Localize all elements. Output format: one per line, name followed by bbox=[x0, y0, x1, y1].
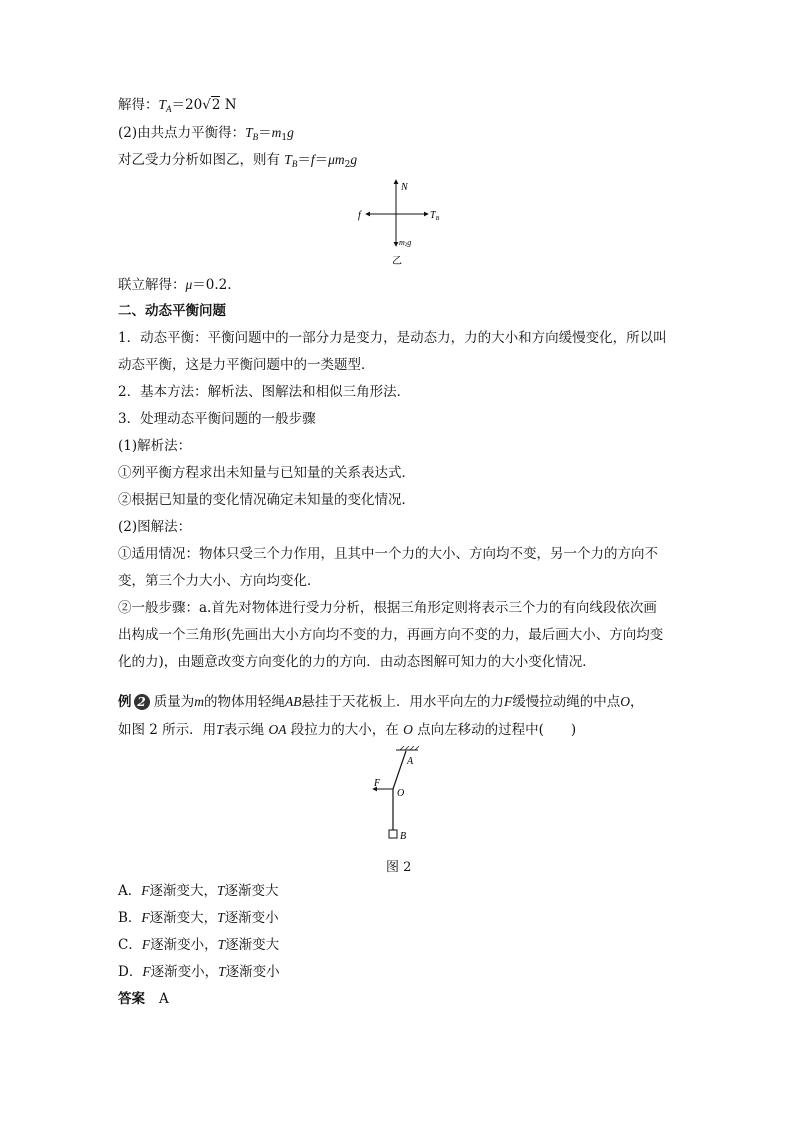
option-A bbox=[118, 882, 279, 900]
var-T: T bbox=[216, 722, 224, 737]
paragraph-8a: ①适用情况：物体只受三个力作用，且其中一个力的大小、方向均不变，另一个力的方向不 bbox=[118, 546, 658, 562]
paragraph-8b: 变，第三个力大小、方向均变化． bbox=[118, 573, 321, 589]
paragraph-5: ①列平衡方程求出未知量与已知量的关系表达式． bbox=[118, 465, 415, 481]
text: 逐渐变小， bbox=[150, 937, 218, 953]
var-O: O bbox=[620, 694, 631, 709]
var-F: F bbox=[142, 964, 151, 979]
var-O: O bbox=[403, 722, 413, 737]
var-F: F bbox=[504, 694, 513, 709]
answer-label: 答案 bbox=[118, 991, 145, 1007]
text: 联立解得： bbox=[118, 277, 186, 293]
label-mg-sub: 2 bbox=[404, 243, 408, 248]
section-heading: 二、动态平衡问题 bbox=[118, 303, 226, 319]
option-D bbox=[118, 963, 280, 981]
paragraph-4: (1)解析法： bbox=[118, 438, 192, 454]
option-C bbox=[118, 936, 279, 954]
paragraph-1a: 1．动态平衡：平衡问题中的一部分力是变力，是动态力，力的大小和方向缓慢变化，所以叫 bbox=[118, 330, 667, 346]
text: 逐渐变小， bbox=[150, 964, 219, 980]
answer-value: A bbox=[159, 991, 169, 1007]
text: 点向左移动的过程中( ) bbox=[412, 722, 577, 738]
text: ＝ bbox=[297, 152, 311, 168]
ceiling-hatch bbox=[410, 746, 414, 750]
var-f: f bbox=[310, 152, 315, 167]
var-T: T bbox=[217, 937, 226, 952]
label-TB bbox=[430, 210, 440, 222]
label-TB-sub: B bbox=[435, 216, 440, 222]
answer-line bbox=[118, 990, 169, 1008]
text: 质量为 bbox=[149, 694, 195, 710]
var-OA: OA bbox=[268, 722, 287, 737]
option-letter: A． bbox=[118, 883, 142, 899]
paragraph-3: 3．处理动态平衡问题的一般步骤 bbox=[118, 411, 316, 427]
label-TB-main: T bbox=[430, 210, 436, 221]
label-O: O bbox=[397, 788, 405, 799]
label-F: F bbox=[374, 778, 381, 789]
example-line-2 bbox=[118, 721, 576, 739]
solution-line-1 bbox=[118, 96, 237, 118]
label-mg bbox=[399, 238, 411, 248]
figure-caption-yi: 乙 bbox=[392, 256, 402, 267]
paragraph-6: ②根据已知量的变化情况确定未知量的变化情况． bbox=[118, 492, 415, 508]
var-T: T bbox=[218, 964, 226, 979]
example-number-badge: 2 bbox=[134, 694, 150, 710]
figure-2-diagram bbox=[360, 746, 430, 846]
sqrt-sign: √ bbox=[202, 97, 211, 113]
text: 的物体用轻绳 bbox=[204, 694, 286, 710]
text: ， bbox=[630, 694, 644, 710]
text: 表示绳 bbox=[223, 722, 269, 738]
paragraph-1b: 动态平衡，这是力平衡问题中的一类题型． bbox=[118, 357, 375, 373]
example-label: 例 bbox=[118, 694, 132, 710]
var-T: T bbox=[245, 125, 253, 140]
var-T: T bbox=[217, 910, 225, 925]
ceiling-hatch bbox=[415, 746, 419, 750]
solution-line-2 bbox=[118, 124, 294, 147]
paragraph-9c: 化的力)，由题意改变方向变化的力的方向．由动态图解可知力的大小变化情况． bbox=[118, 654, 596, 670]
example-line-1 bbox=[118, 693, 644, 711]
text: ＝ bbox=[258, 125, 272, 141]
var-mu: μ bbox=[185, 277, 193, 292]
var-T: T bbox=[158, 97, 167, 112]
figure-2-caption: 图 2 bbox=[386, 860, 412, 875]
text: 缓慢拉动绳的中点 bbox=[512, 694, 621, 710]
label-mg-g: g bbox=[407, 238, 412, 247]
var-AB: AB bbox=[285, 694, 302, 709]
option-letter: C． bbox=[118, 937, 142, 953]
paragraph-9b: 出构成一个三角形(先画出大小方向均不变的力，再画方向不变的力，最后画大小、方向均变 bbox=[118, 627, 664, 643]
paragraph-9a: ②一般步骤：a.首先对物体进行受力分析，根据三角形定则将表示三个力的有向线段依次画 bbox=[118, 600, 657, 616]
subscript: A bbox=[166, 104, 172, 114]
var-T: T bbox=[217, 883, 225, 898]
unit: N bbox=[220, 97, 237, 113]
var-F: F bbox=[141, 883, 150, 898]
block-B bbox=[389, 830, 397, 838]
subscript: 2 bbox=[344, 160, 351, 170]
option-letter: D． bbox=[118, 964, 143, 980]
var-T: T bbox=[284, 152, 292, 167]
solution-line-4 bbox=[118, 276, 232, 294]
text: 逐渐变大 bbox=[224, 883, 279, 899]
subscript: B bbox=[252, 132, 259, 142]
label-B: B bbox=[400, 831, 407, 842]
text: ＝0.2. bbox=[192, 277, 232, 293]
option-B bbox=[118, 909, 279, 927]
text: 逐渐变小 bbox=[225, 964, 280, 980]
text: 逐渐变大 bbox=[225, 937, 280, 953]
text: 逐渐变大， bbox=[149, 910, 218, 926]
text: 对乙受力分析如图乙，则有 bbox=[118, 152, 285, 168]
var-m: m bbox=[271, 125, 282, 140]
label-mg-m: m bbox=[399, 238, 405, 247]
text: 逐渐变小 bbox=[224, 910, 279, 926]
text: 段拉力的大小，在 bbox=[286, 722, 404, 738]
label-f: f bbox=[358, 210, 361, 221]
var-g: g bbox=[287, 125, 294, 140]
rope-OA bbox=[393, 751, 406, 789]
radicand: 2 bbox=[211, 97, 221, 113]
text: ＝20 bbox=[171, 97, 203, 113]
text: 逐渐变大， bbox=[149, 883, 217, 899]
text: ＝ bbox=[314, 152, 329, 168]
solution-line-3 bbox=[118, 151, 357, 174]
label-A: A bbox=[407, 756, 414, 767]
paragraph-7: (2)图解法： bbox=[118, 519, 192, 535]
label-N: N bbox=[401, 182, 408, 193]
ceiling-hatch bbox=[405, 746, 409, 750]
subscript: 1 bbox=[281, 133, 288, 143]
var-mu-m: μm bbox=[328, 152, 345, 167]
text: 悬挂于天花板上．用水平向左的力 bbox=[301, 694, 505, 710]
text: 解得： bbox=[118, 97, 159, 113]
var-g: g bbox=[350, 152, 358, 167]
var-F: F bbox=[141, 937, 151, 952]
subscript: B bbox=[291, 159, 298, 169]
var-m: m bbox=[194, 694, 205, 709]
paragraph-2: 2．基本方法：解析法、图解法和相似三角形法． bbox=[118, 384, 411, 400]
option-letter: B． bbox=[118, 910, 142, 926]
text: 如图 2 所示．用 bbox=[118, 722, 217, 738]
ceiling-hatch bbox=[400, 746, 404, 750]
var-F: F bbox=[141, 910, 150, 925]
text: (2)由共点力平衡得： bbox=[118, 125, 246, 141]
force-diagram-yi bbox=[350, 176, 450, 268]
